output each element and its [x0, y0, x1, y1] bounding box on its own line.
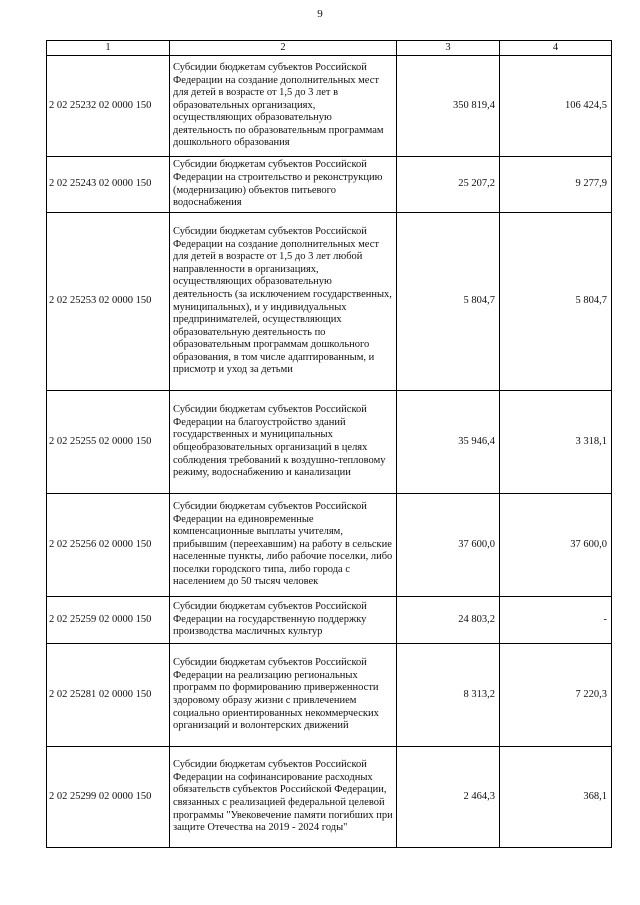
- amount-col3: 24 803,2: [397, 597, 500, 644]
- budget-code: 2 02 25299 02 0000 150: [47, 747, 170, 848]
- column-header-4: 4: [500, 41, 612, 56]
- subsidy-description: Субсидии бюджетам субъектов Российской Федерации на реализацию региональных программ по формированию приверженности здоровому образу жизни с привлечением социально ориентированных некоммерческих организаций и волонтерских движений: [170, 644, 397, 747]
- amount-col4: 37 600,0: [500, 494, 612, 597]
- budget-code: 2 02 25259 02 0000 150: [47, 597, 170, 644]
- amount-col3: 5 804,7: [397, 213, 500, 391]
- budget-code: 2 02 25253 02 0000 150: [47, 213, 170, 391]
- amount-col4: 3 318,1: [500, 391, 612, 494]
- table-row: [47, 644, 612, 747]
- amount-col3: 25 207,2: [397, 157, 500, 213]
- budget-code: 2 02 25281 02 0000 150: [47, 644, 170, 747]
- table-row: [47, 391, 612, 494]
- amount-col4: 7 220,3: [500, 644, 612, 747]
- subsidy-description: Субсидии бюджетам субъектов Российской Федерации на единовременные компенсационные выплаты учителям, прибывшим (переехавшим) на работу в сельские населенные пункты, либо рабочие поселки, либо поселки городского типа, либо города с населением до 50 тысяч человек: [170, 494, 397, 597]
- amount-col3: 350 819,4: [397, 56, 500, 157]
- page-number: 9: [317, 8, 323, 20]
- budget-code: 2 02 25255 02 0000 150: [47, 391, 170, 494]
- budget-code: 2 02 25256 02 0000 150: [47, 494, 170, 597]
- subsidy-description: Субсидии бюджетам субъектов Российской Федерации на благоустройство зданий государственных и муниципальных общеобразовательных организаций в целях соблюдения требований к воздушно-тепловому режиму, водоснабжению и канализации: [170, 391, 397, 494]
- budget-code: 2 02 25243 02 0000 150: [47, 157, 170, 213]
- amount-col4: 368,1: [500, 747, 612, 848]
- amount-col3: 35 946,4: [397, 391, 500, 494]
- table-row: [47, 747, 612, 848]
- table-row: [47, 56, 612, 157]
- subsidy-description: Субсидии бюджетам субъектов Российской Федерации на создание дополнительных мест для детей в возрасте от 1,5 до 3 лет в образовательных организациях, осуществляющих образовательную деятельность по образовательным программам дошкольного образования: [170, 56, 397, 157]
- column-header-1: 1: [47, 41, 170, 56]
- header-row: [47, 41, 612, 56]
- amount-col4: -: [500, 597, 612, 644]
- budget-code: 2 02 25232 02 0000 150: [47, 56, 170, 157]
- subsidy-description: Субсидии бюджетам субъектов Российской Федерации на софинансирование расходных обязательств субъектов Российской Федерации, связанных с реализацией федеральной целевой программы "Увековечение памяти погибших при защите Отечества на 2019 - 2024 годы": [170, 747, 397, 848]
- table-row: [47, 213, 612, 391]
- table-row: [47, 494, 612, 597]
- amount-col4: 106 424,5: [500, 56, 612, 157]
- subsidy-description: Субсидии бюджетам субъектов Российской Федерации на строительство и реконструкцию (модернизацию) объектов питьевого водоснабжения: [170, 157, 397, 213]
- table-row: [47, 597, 612, 644]
- amount-col4: 5 804,7: [500, 213, 612, 391]
- amount-col3: 8 313,2: [397, 644, 500, 747]
- budget-table: [46, 40, 612, 848]
- table-row: [47, 157, 612, 213]
- subsidy-description: Субсидии бюджетам субъектов Российской Федерации на создание дополнительных мест для детей в возрасте от 1,5 до 3 лет любой направленности в организациях, осуществляющих образовательную деятельность (за исключением государственных, муниципальных), и у индивидуальных предпринимателей, осуществляющих образовательную деятельность по образовательным программам дошкольного образования, в том числе адаптированным, и присмотр и уход за детьми: [170, 213, 397, 391]
- amount-col3: 2 464,3: [397, 747, 500, 848]
- amount-col4: 9 277,9: [500, 157, 612, 213]
- column-header-2: 2: [170, 41, 397, 56]
- subsidy-description: Субсидии бюджетам субъектов Российской Федерации на государственную поддержку производства масличных культур: [170, 597, 397, 644]
- amount-col3: 37 600,0: [397, 494, 500, 597]
- column-header-3: 3: [397, 41, 500, 56]
